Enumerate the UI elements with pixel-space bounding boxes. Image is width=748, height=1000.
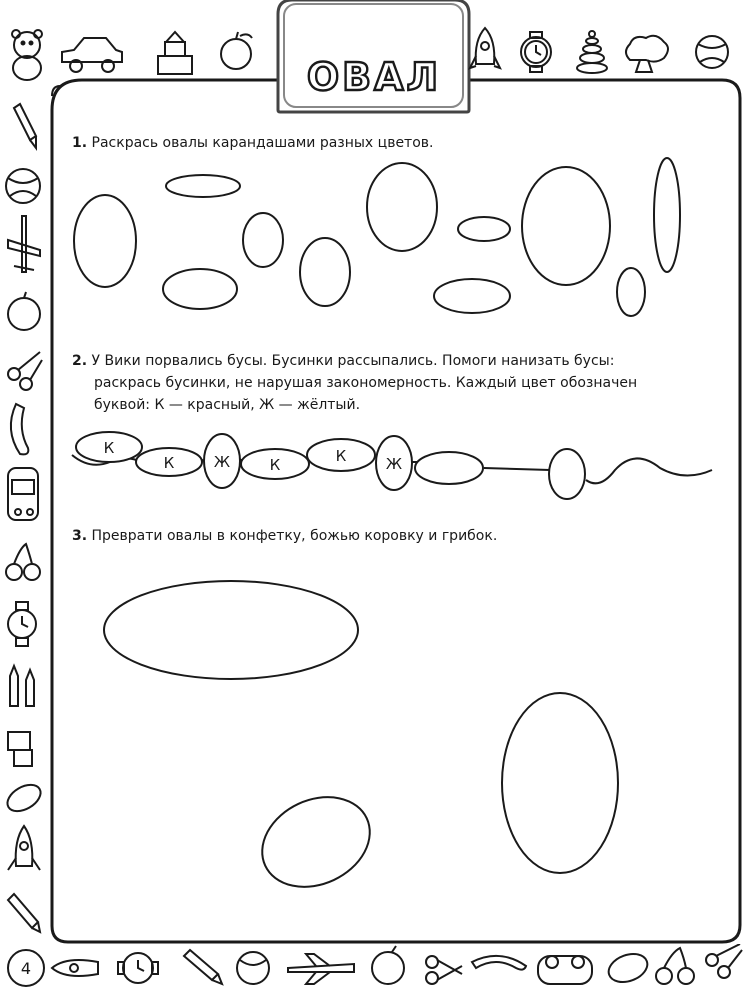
bottom-decor: [0, 944, 748, 1000]
oval[interactable]: [522, 167, 610, 285]
oval[interactable]: [243, 213, 283, 267]
left-decor: [0, 90, 50, 950]
bead-letter: К: [103, 439, 115, 457]
teddy-bear-icon: [12, 30, 42, 80]
airplane-icon: [8, 216, 40, 272]
task3-instruction: [72, 525, 497, 547]
apple-icon: [221, 32, 252, 69]
blocks-icon: [8, 732, 32, 766]
rocket-icon: [52, 960, 98, 976]
oval[interactable]: [300, 238, 350, 306]
car-icon: [538, 956, 592, 984]
page-title: ОВАЛ: [306, 55, 442, 99]
watch-icon: [118, 953, 158, 983]
bead-letter: К: [335, 447, 347, 465]
task1-ovals: [0, 140, 748, 340]
bead-letter: Ж: [213, 453, 231, 471]
scissors-icon: [706, 944, 742, 978]
banana-icon: [472, 956, 526, 970]
task3-text: Преврати овалы в конфетку, божью коровку и грибок.: [91, 528, 498, 544]
lemon-icon: [605, 949, 651, 987]
task1-number: 1.: [72, 135, 88, 151]
pencil-icon: [8, 894, 40, 932]
crayons-icon: [10, 666, 34, 706]
blocks-icon: [158, 32, 192, 74]
bead-letter: К: [269, 456, 281, 474]
pyramid-toy-icon: [577, 31, 607, 73]
watch-icon: [8, 602, 36, 646]
car-icon: [62, 38, 122, 72]
banana-icon: [11, 404, 28, 454]
task2-line-3: буквой: К — красный, Ж — жёлтый.: [94, 397, 361, 413]
oval[interactable]: [458, 217, 510, 241]
bead[interactable]: [415, 452, 483, 484]
task3-ovals: [0, 570, 748, 900]
airplane-icon: [288, 954, 354, 984]
page-number: 4: [20, 959, 32, 978]
oval[interactable]: [617, 268, 645, 316]
apple-icon: [372, 946, 404, 984]
apple-icon: [8, 292, 40, 330]
bead[interactable]: [549, 449, 585, 499]
task2-line-1: 2. У Вики порвались бусы. Бусинки рассыпались. Помоги нанизать бусы:: [72, 353, 615, 369]
ladybug-oval[interactable]: [247, 780, 384, 900]
car-icon: [8, 468, 38, 520]
oval[interactable]: [434, 279, 510, 313]
oval[interactable]: [654, 158, 680, 272]
task2-number: 2.: [72, 353, 88, 369]
oval[interactable]: [74, 195, 136, 287]
ball-icon: [696, 36, 728, 68]
lemon-icon: [3, 779, 45, 816]
broccoli-icon: [626, 36, 668, 72]
bead-string: [0, 420, 748, 510]
mushroom-oval[interactable]: [502, 693, 618, 873]
rocket-icon: [470, 28, 500, 68]
watch-icon: [521, 32, 551, 72]
bead-letter: К: [163, 454, 175, 472]
ball-icon: [6, 169, 40, 203]
bead-letter: Ж: [385, 455, 403, 473]
task2-instruction: [72, 350, 732, 416]
cherries-icon: [656, 948, 694, 984]
task2-line-2: раскрась бусинки, не нарушая закономерность. Каждый цвет обозначен: [94, 375, 638, 391]
task1-text: Раскрась овалы карандашами разных цветов.: [91, 135, 434, 151]
scissors-icon: [8, 352, 42, 390]
rocket-icon: [8, 826, 40, 870]
candy-oval[interactable]: [104, 581, 358, 679]
pencil-icon: [14, 104, 36, 148]
oval[interactable]: [166, 175, 240, 197]
task3-number: 3.: [72, 528, 88, 544]
cherries-icon: [6, 544, 40, 580]
oval[interactable]: [367, 163, 437, 251]
ball-icon: [237, 952, 269, 984]
scissors-icon: [426, 956, 462, 984]
crayons-icon: [184, 950, 222, 984]
top-decor: [0, 0, 748, 82]
oval[interactable]: [163, 269, 237, 309]
